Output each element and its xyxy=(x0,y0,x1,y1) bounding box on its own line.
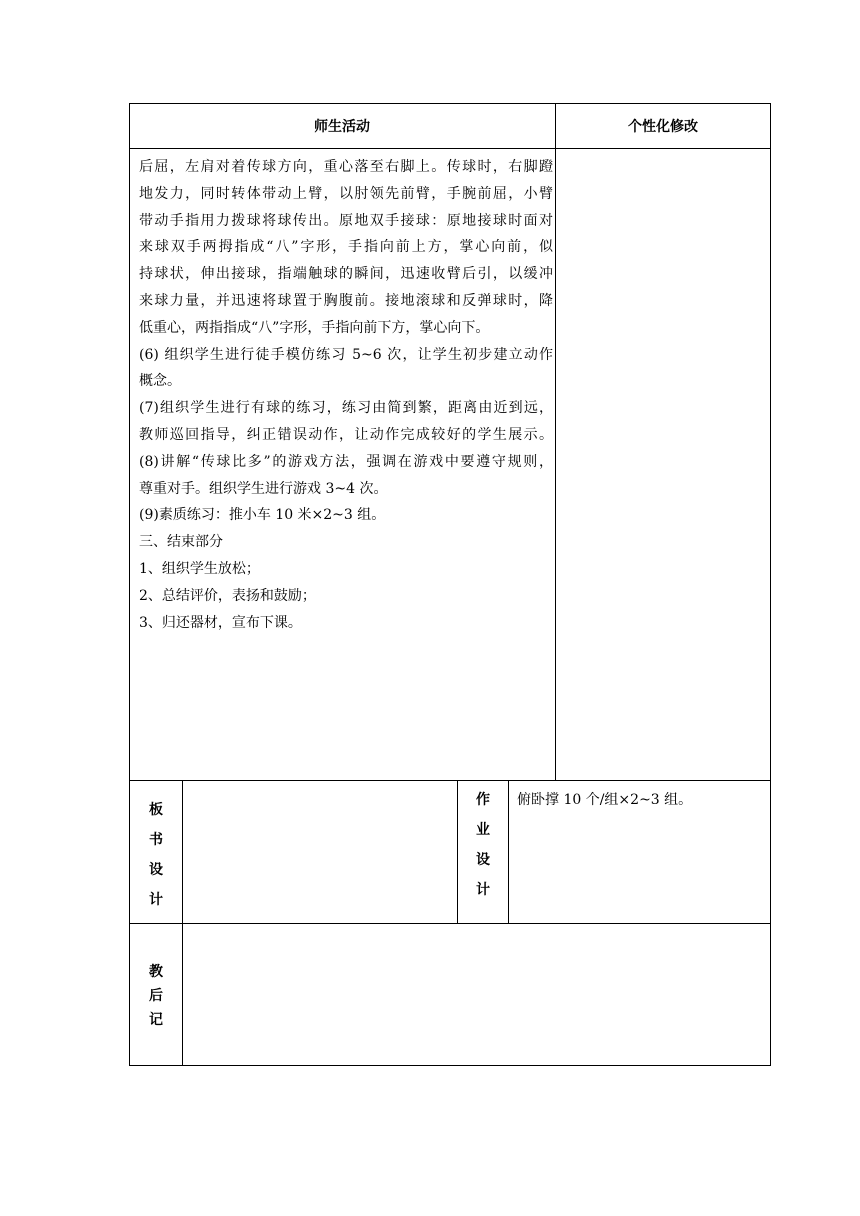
row-divider-board xyxy=(129,780,771,781)
activity-line: 后屈，左肩对着传球方向，重心落至右脚上。传球时，右脚蹬 xyxy=(139,159,553,175)
activity-line: 3、归还器材，宣布下课。 xyxy=(139,614,302,631)
activity-line: 来球双手两拇指成“八”字形，手指向前上方，掌心向前，似 xyxy=(139,239,553,256)
activity-line: 概念。 xyxy=(139,373,181,390)
header-revision: 个性化修改 xyxy=(628,118,698,135)
activity-line: 教师巡回指导，纠正错误动作，让动作完成较好的学生展示。 xyxy=(139,426,553,443)
activity-line: 带动手指用力拨球将球传出。原地双手接球：原地接球时面对 xyxy=(139,212,553,229)
homework-text: 俯卧撑 10 个/组×2~3 组。 xyxy=(517,792,693,808)
column-divider xyxy=(555,103,556,780)
homework-label: 作 业 设 计 xyxy=(476,792,490,898)
table-border-bottom xyxy=(129,1065,771,1066)
homework-label-right-divider xyxy=(508,780,509,923)
board-design-label: 板 书 设 计 xyxy=(149,802,163,908)
table-border-left xyxy=(129,103,130,1066)
activity-line: 持球状，伸出接球，指端触球的瞬间，迅速收臂后引，以缓冲 xyxy=(139,266,553,283)
activity-line: 1、组织学生放松； xyxy=(139,560,260,577)
activity-line: 2、总结评价，表扬和鼓励； xyxy=(139,587,316,604)
activity-line: 地发力，同时转体带动上臂，以肘领先前臂，手腕前屈，小臂 xyxy=(139,185,553,202)
header-divider xyxy=(129,148,771,149)
activity-line: (7)组织学生进行有球的练习，练习由简到繁，距离由近到远， xyxy=(139,400,553,417)
reflection-label: 教 后 记 xyxy=(149,964,163,1028)
activity-line: (8)讲解“传球比多”的游戏方法，强调在游戏中要遵守规则， xyxy=(139,453,553,470)
activity-content xyxy=(139,154,553,636)
label-column-divider xyxy=(182,780,183,1066)
activity-line: 三、结束部分 xyxy=(139,534,223,551)
header-activity: 师生活动 xyxy=(314,118,370,135)
activity-line: 来球力量，并迅速将球置于胸腹前。接地滚球和反弹球时，降 xyxy=(139,292,553,309)
row-divider-reflection xyxy=(129,923,771,924)
activity-line: (6) 组织学生进行徒手模仿练习 5~6 次，让学生初步建立动作 xyxy=(139,346,553,363)
activity-line: 低重心，两指指成“八”字形，手指向前下方，掌心向下。 xyxy=(139,319,490,336)
activity-line: 尊重对手。组织学生进行游戏 3~4 次。 xyxy=(139,480,388,497)
lesson-plan-table xyxy=(129,103,771,1066)
activity-line: (9)素质练习：推小车 10 米×2~3 组。 xyxy=(139,507,386,524)
table-border-right xyxy=(770,103,771,1066)
